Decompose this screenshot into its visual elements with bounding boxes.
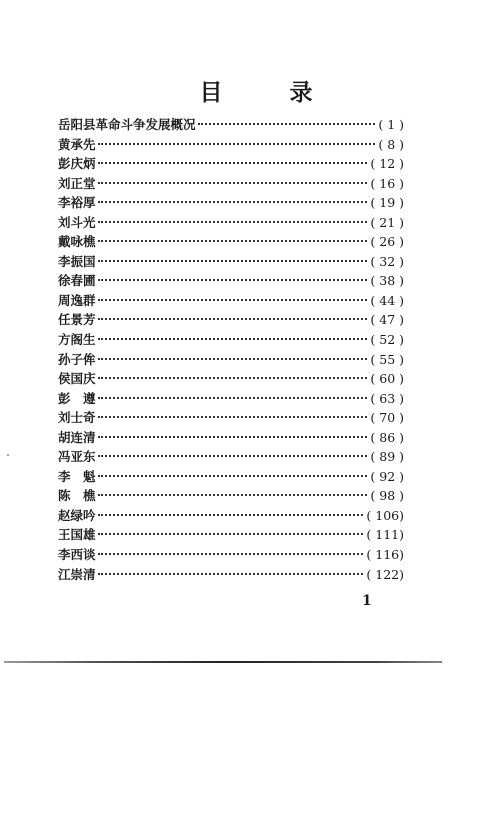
toc-entry — [58, 291, 404, 311]
toc-entry-page: ( 21 ) — [370, 214, 404, 230]
dot-leader — [98, 299, 368, 301]
toc-entry-title: 周逸群 — [58, 292, 96, 308]
toc-entry-page: ( 38 ) — [370, 273, 404, 289]
dot-leader — [98, 553, 364, 555]
dot-leader — [98, 533, 364, 535]
dot-leader — [98, 338, 368, 340]
toc-entry-page: ( 98 ) — [370, 488, 404, 504]
dot-leader — [98, 377, 368, 379]
toc-entry — [58, 545, 404, 565]
dot-leader — [98, 201, 368, 203]
toc-entry — [58, 486, 404, 506]
toc-entry — [58, 193, 404, 213]
toc-entry-page: ( 92 ) — [370, 468, 404, 484]
dot-leader — [98, 514, 364, 516]
dot-leader — [98, 318, 368, 320]
toc-entry-title: 李裕厚 — [58, 195, 96, 211]
toc-entry-page: ( 60 ) — [370, 371, 404, 387]
toc-entry-page: ( 8 ) — [378, 136, 404, 152]
page-number: 1 — [362, 593, 372, 609]
toc-entry — [58, 447, 404, 467]
toc-entry-title: 彭庆炳 — [58, 156, 96, 172]
toc-entry-page: ( 1 ) — [378, 117, 404, 132]
page-edge-line — [4, 661, 442, 663]
toc-entry-title: 王国雄 — [58, 527, 96, 543]
toc-entry — [58, 252, 404, 272]
toc-entry-title: 李 魁 — [58, 468, 96, 484]
toc-entry-page: ( 44 ) — [370, 292, 404, 308]
toc-entry-title: 胡连清 — [58, 429, 96, 445]
dot-leader — [98, 475, 368, 477]
toc-entry — [58, 213, 404, 233]
dot-leader — [98, 416, 368, 418]
toc-entry — [58, 310, 404, 330]
toc-entry-page: ( 122) — [366, 566, 404, 582]
dot-leader — [98, 162, 368, 164]
toc-entry-title: 刘正堂 — [58, 175, 96, 191]
toc-entry — [58, 174, 404, 194]
toc-entry-title: 李振国 — [58, 253, 96, 269]
toc-entry-title: 任景芳 — [58, 312, 96, 328]
toc-entry-title: 江崇清 — [58, 566, 96, 582]
dot-leader — [98, 436, 368, 438]
toc-entry — [58, 565, 404, 585]
toc-entry-title: 方阁生 — [58, 332, 96, 348]
toc-entry-page: ( 26 ) — [370, 234, 404, 250]
toc-entry — [58, 115, 404, 135]
toc-entry-page: ( 86 ) — [370, 429, 404, 445]
dot-leader — [98, 494, 368, 496]
toc-entry-title: 李西谈 — [58, 547, 96, 563]
toc-entry — [58, 271, 404, 291]
toc-entry — [58, 506, 404, 526]
toc-entry-page: ( 55 ) — [370, 351, 404, 367]
toc-entry-page: ( 12 ) — [370, 156, 404, 172]
dot-leader — [98, 260, 368, 262]
toc-entry-page: ( 116) — [366, 547, 404, 563]
table-of-contents — [58, 115, 404, 584]
toc-entry — [58, 408, 404, 428]
toc-entry-title: 侯国庆 — [58, 371, 96, 387]
toc-entry-title: 岳阳县革命斗争发展概况 — [58, 117, 196, 132]
toc-entry-page: ( 89 ) — [370, 449, 404, 465]
dot-leader — [98, 279, 368, 281]
toc-entry — [58, 525, 404, 545]
toc-entry-title: 彭 遵 — [58, 390, 96, 406]
dot-leader — [98, 182, 368, 184]
toc-entry-title: 徐春圃 — [58, 273, 96, 289]
dot-leader — [98, 455, 368, 457]
page-title: 目 录 — [199, 79, 335, 106]
dot-leader — [98, 573, 364, 575]
toc-entry — [58, 135, 404, 155]
toc-entry-page: ( 111) — [366, 527, 404, 543]
dot-leader — [98, 221, 368, 223]
toc-entry-title: 赵绿吟 — [58, 507, 96, 523]
toc-entry — [58, 232, 404, 252]
toc-entry-title: 刘士奇 — [58, 410, 96, 426]
toc-entry-title: 戴咏樵 — [58, 234, 96, 250]
toc-entry — [58, 350, 404, 370]
toc-entry — [58, 154, 404, 174]
dot-leader — [98, 240, 368, 242]
toc-entry-title: 冯亚东 — [58, 449, 96, 465]
toc-entry-page: ( 19 ) — [370, 195, 404, 211]
toc-entry-page: ( 106) — [366, 507, 404, 523]
toc-entry-page: ( 47 ) — [370, 312, 404, 328]
toc-entry-page: ( 32 ) — [370, 253, 404, 269]
toc-entry — [58, 330, 404, 350]
toc-entry — [58, 389, 404, 409]
toc-entry-title: 刘斗光 — [58, 214, 96, 230]
toc-entry-title: 孙子侔 — [58, 351, 96, 367]
dot-leader — [98, 358, 368, 360]
dot-leader — [98, 143, 376, 145]
toc-entry-page: ( 70 ) — [370, 410, 404, 426]
toc-entry — [58, 428, 404, 448]
toc-entry — [58, 467, 404, 487]
dot-leader — [198, 123, 376, 125]
toc-entry-title: 陈 樵 — [58, 488, 96, 504]
toc-entry-page: ( 16 ) — [370, 175, 404, 191]
dot-leader — [98, 397, 368, 399]
toc-entry-page: ( 63 ) — [370, 390, 404, 406]
toc-entry — [58, 369, 404, 389]
scan-speck — [7, 454, 9, 456]
toc-entry-page: ( 52 ) — [370, 332, 404, 348]
toc-entry-title: 黄承先 — [58, 136, 96, 152]
